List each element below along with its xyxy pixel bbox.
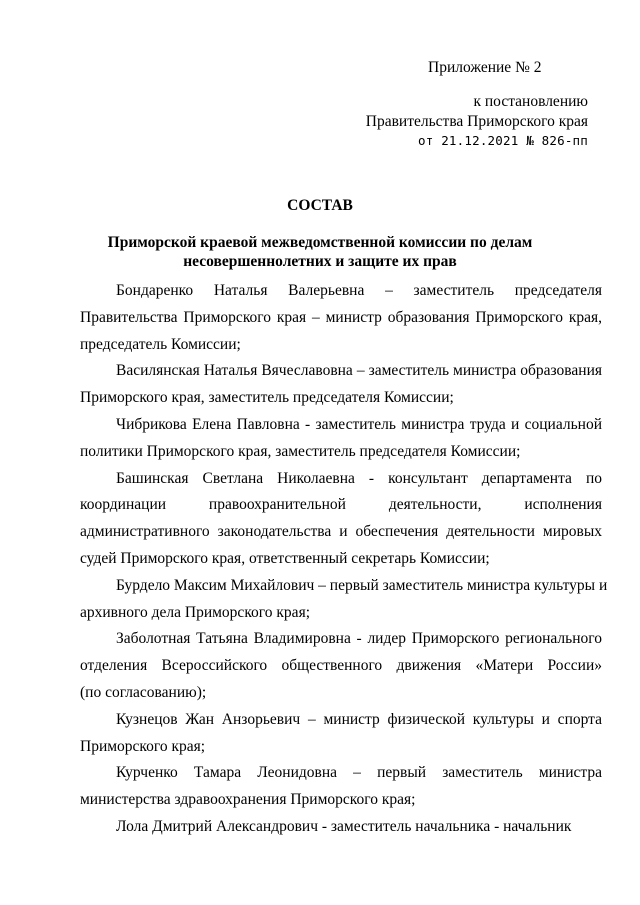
resolution-line-1: к постановлению bbox=[473, 93, 588, 110]
member-entry-line: политики Приморского края, заместитель председателя Комиссии; bbox=[80, 442, 521, 460]
member-entry-line: архивного дела Приморского края; bbox=[80, 603, 311, 621]
member-entry-line: Курченко Тамара Леонидовна – первый заместитель министра bbox=[116, 764, 602, 782]
member-entry-line: министерства здравоохранения Приморского края; bbox=[80, 791, 416, 809]
member-entry bbox=[80, 760, 602, 814]
appendix-number: Приложение № 2 bbox=[428, 59, 542, 76]
member-entry-line: Бурдело Максим Михайлович – первый заместитель министра культуры и bbox=[116, 576, 608, 594]
member-entry-line: Кузнецов Жан Анзорьевич – министр физической культуры и спорта bbox=[116, 710, 602, 728]
member-entry-line: Бондаренко Наталья Валерьевна – заместитель председателя bbox=[116, 282, 602, 299]
member-entry-line: Лола Дмитрий Александрович - заместитель начальника - начальник bbox=[116, 817, 572, 835]
document-title: СОСТАВ bbox=[287, 197, 353, 214]
member-entry-line: (по согласованию); bbox=[80, 683, 207, 701]
subtitle-line-1: Приморской краевой межведомственной комиссии по делам bbox=[107, 234, 533, 251]
member-entry-line: Василянская Наталья Вячеславовна – заместитель министра образования bbox=[116, 362, 602, 380]
member-entry-line: Приморского края, заместитель председателя Комиссии; bbox=[80, 389, 454, 407]
resolution-reference bbox=[328, 92, 588, 151]
member-entry bbox=[80, 707, 602, 761]
member-entry bbox=[80, 626, 602, 706]
member-entry-line: Правительства Приморского края – министр образования Приморского края, bbox=[80, 308, 602, 326]
member-list bbox=[80, 278, 608, 841]
member-entry bbox=[80, 278, 602, 358]
member-entry bbox=[80, 466, 602, 573]
member-entry bbox=[80, 358, 602, 412]
member-entry bbox=[80, 412, 602, 466]
member-entry-line: Чибрикова Елена Павловна - заместитель министра труда и социальной bbox=[116, 415, 602, 433]
member-entry-line: председатель Комиссии; bbox=[80, 335, 241, 353]
member-entry bbox=[80, 814, 602, 841]
member-entry-line: судей Приморского края, ответственный секретарь Комиссии; bbox=[80, 549, 490, 567]
member-entry-line: отделения Всероссийского общественного движения «Матери России» bbox=[80, 657, 602, 675]
member-entry-line: Приморского края; bbox=[80, 737, 206, 755]
subtitle-line-2: несовершеннолетних и защите их прав bbox=[183, 253, 457, 270]
member-entry-line: Башинская Светлана Николаевна - консультант департамента по bbox=[116, 469, 602, 487]
member-entry bbox=[80, 573, 608, 627]
resolution-line-2: Правительства Приморского края bbox=[365, 112, 588, 130]
member-entry-line: Заболотная Татьяна Владимировна - лидер Приморского регионального bbox=[116, 630, 602, 648]
member-entry-line: координации правоохранительной деятельности, исполнения bbox=[80, 496, 602, 514]
document-subtitle bbox=[0, 233, 640, 271]
member-entry-line: административного законодательства и обеспечения деятельности мировых bbox=[80, 523, 602, 541]
resolution-date-number: от 21.12.2021 № 826-пп bbox=[418, 133, 588, 148]
